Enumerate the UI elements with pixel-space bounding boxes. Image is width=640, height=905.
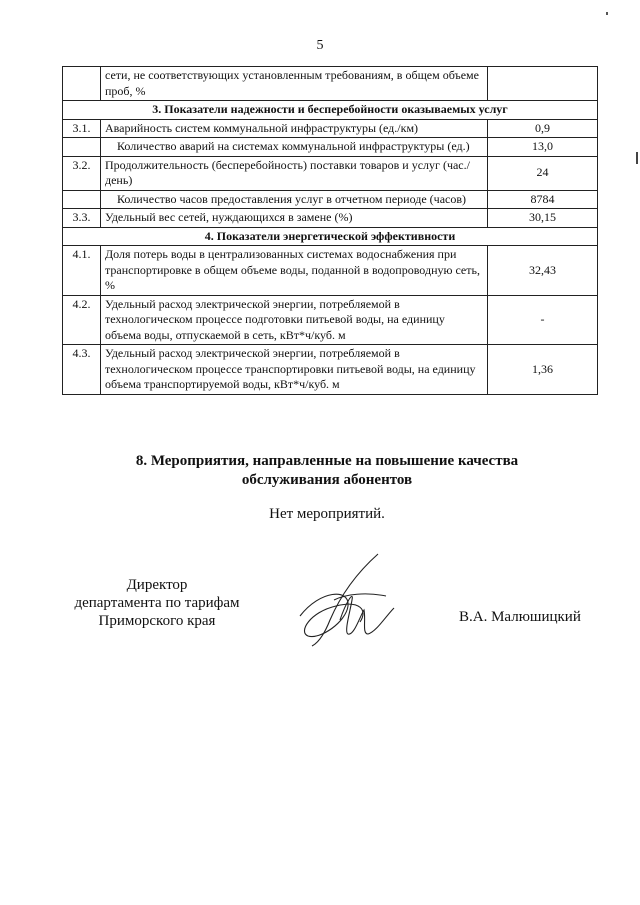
table-row xyxy=(63,119,598,138)
indicator-name-cell: Удельный расход электрической энергии, потребляемой в технологическом процессе подготовки питьевой воды, на единицу объема воды, отпускаемой в сеть, кВт*ч/куб. м xyxy=(101,295,488,345)
section-header-cell: 3. Показатели надежности и бесперебойности оказываемых услуг xyxy=(63,101,598,120)
scan-speck xyxy=(606,12,608,15)
table-row xyxy=(63,209,598,228)
indicator-name-cell: Количество часов предоставления услуг в отчетном периоде (часов) xyxy=(101,190,488,209)
indicators-table xyxy=(62,66,598,395)
indicator-value-cell: 1,36 xyxy=(488,345,598,395)
indicator-value-cell: 32,43 xyxy=(488,246,598,296)
signatory-title-line3: Приморского края xyxy=(98,613,216,629)
section-8-heading xyxy=(0,452,640,490)
table-row xyxy=(63,190,598,209)
row-number-cell: 4.1. xyxy=(63,246,101,296)
indicator-name-cell: Удельный расход электрической энергии, потребляемой в технологическом процессе транспортировки питьевой воды, на единицу объема транспортируемой воды, кВт*ч/куб. м xyxy=(101,345,488,395)
row-number-cell xyxy=(63,67,101,101)
indicator-name-cell: Аварийность систем коммунальной инфраструктуры (ед./км) xyxy=(101,119,488,138)
indicator-value-cell: 13,0 xyxy=(488,138,598,157)
indicators-table-body xyxy=(63,67,598,395)
table-row xyxy=(63,101,598,120)
table-row xyxy=(63,138,598,157)
scan-edge-mark xyxy=(636,152,638,164)
indicator-value-cell: - xyxy=(488,295,598,345)
no-measures-text: Нет мероприятий. xyxy=(269,506,385,522)
row-number-cell: 3.3. xyxy=(63,209,101,228)
signatory-title-line1: Директор xyxy=(126,577,188,593)
indicator-name-cell: Удельный вес сетей, нуждающихся в замене (%) xyxy=(101,209,488,228)
signatory-title-line2: департамента по тарифам xyxy=(74,595,240,611)
row-number-cell: 3.1. xyxy=(63,119,101,138)
row-number-cell: 4.3. xyxy=(63,345,101,395)
indicator-name-cell: сети, не соответствующих установленным требованиям, в общем объеме проб, % xyxy=(101,67,488,101)
indicator-name-cell: Доля потерь воды в централизованных системах водоснабжения при транспортировке в общем объеме воды, поданной в водопроводную сеть, % xyxy=(101,246,488,296)
indicator-value-cell: 30,15 xyxy=(488,209,598,228)
handwritten-signature xyxy=(290,550,400,650)
table-row xyxy=(63,227,598,246)
indicator-value-cell: 0,9 xyxy=(488,119,598,138)
row-number-cell: 3.2. xyxy=(63,156,101,190)
row-number-cell: 4.2. xyxy=(63,295,101,345)
section-8-heading-line2: обслуживания абонентов xyxy=(241,472,413,488)
indicator-value-cell: 24 xyxy=(488,156,598,190)
row-number-cell xyxy=(63,138,101,157)
row-number-cell xyxy=(63,190,101,209)
indicator-name-cell: Количество аварий на системах коммунальной инфраструктуры (ед.) xyxy=(101,138,488,157)
section-header-cell: 4. Показатели энергетической эффективности xyxy=(63,227,598,246)
section-8-heading-line1: 8. Мероприятия, направленные на повышение качества xyxy=(135,453,519,469)
table-row xyxy=(63,156,598,190)
signatory-title xyxy=(62,576,252,630)
indicator-value-cell xyxy=(488,67,598,101)
table-row xyxy=(63,246,598,296)
table-row xyxy=(63,295,598,345)
table-row xyxy=(63,67,598,101)
indicator-value-cell: 8784 xyxy=(488,190,598,209)
table-row xyxy=(63,345,598,395)
page-number: 5 xyxy=(316,38,324,53)
signatory-name: В.А. Малюшицкий xyxy=(459,609,581,625)
indicator-name-cell: Продолжительность (бесперебойность) поставки товаров и услуг (час./день) xyxy=(101,156,488,190)
